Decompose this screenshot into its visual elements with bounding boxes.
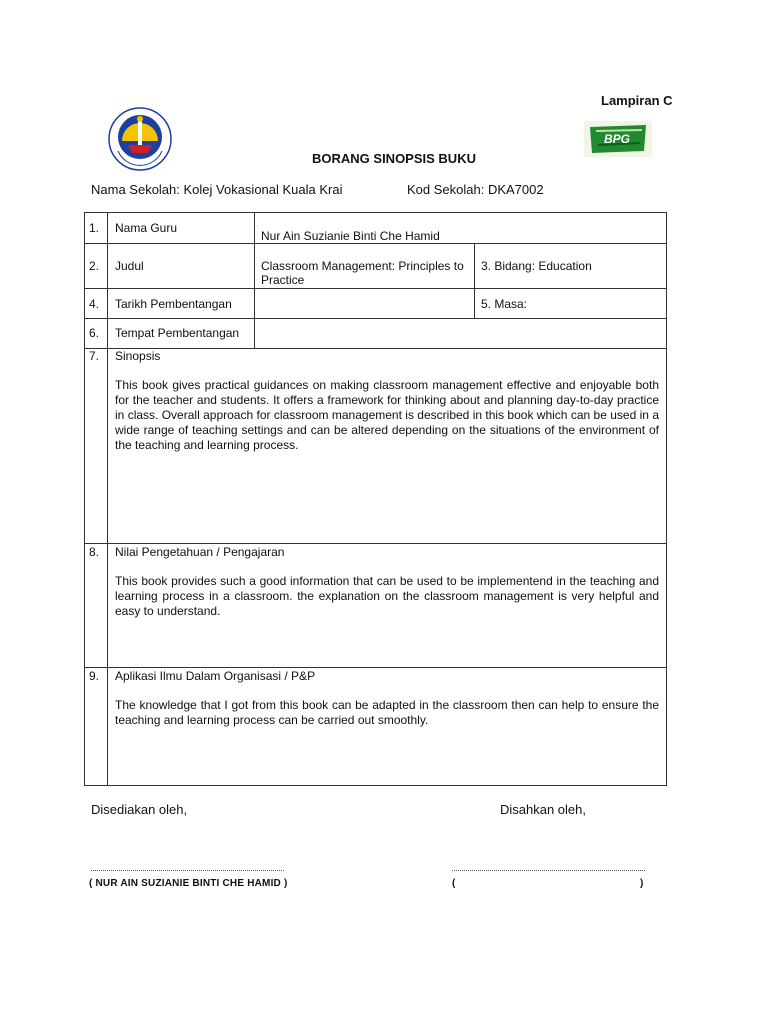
bpg-logo-text: BPG — [604, 132, 631, 146]
row-divider — [84, 348, 667, 349]
synopsis-label: Sinopsis — [115, 349, 161, 363]
teacher-name-label: Nama Guru — [115, 221, 178, 235]
column-divider — [107, 212, 108, 786]
signature-line — [91, 870, 284, 871]
row-divider — [84, 243, 667, 244]
column-divider — [474, 243, 475, 319]
verified-by-label: Disahkan oleh, — [500, 802, 586, 817]
school-code: Kod Sekolah: DKA7002 — [407, 182, 544, 197]
synopsis-text: This book gives practical guidances on making classroom management effective and enjoyable both for the teacher and students. It offers a framework for thinking about and planning day-to-day practice in class. Overall approach for classroom management is described in this book which can be used in a wide range of teaching settings and can be altered depending on the situations of the environment of the teaching and learning process. — [115, 378, 659, 452]
knowledge-value-text: This book provides such a good information that can be used to be implementend in the teaching and learning process in a classroom. the explanation on the classroom management is very helpful and easy to understand. — [115, 574, 659, 618]
column-divider — [254, 212, 255, 349]
row-divider — [84, 667, 667, 668]
book-title-value: Classroom Management: Principles to Practice — [261, 259, 464, 287]
row-number: 7. — [89, 349, 100, 363]
row-number: 6. — [89, 326, 100, 340]
attachment-label: Lampiran C — [601, 93, 673, 108]
verified-name-close: ) — [640, 878, 644, 889]
application-label: Aplikasi Ilmu Dalam Organisasi / P&P — [115, 669, 316, 683]
row-divider — [84, 288, 667, 289]
prepared-name: ( NUR AIN SUZIANIE BINTI CHE HAMID ) — [89, 878, 288, 889]
row-number: 8. — [89, 545, 100, 559]
signature-line — [452, 870, 645, 871]
presentation-venue-label: Tempat Pembentangan — [115, 326, 240, 340]
row-number: 9. — [89, 669, 100, 683]
row-divider — [84, 318, 667, 319]
teacher-name-value: Nur Ain Suzianie Binti Che Hamid — [261, 229, 440, 243]
knowledge-value-label: Nilai Pengetahuan / Pengajaran — [115, 545, 285, 559]
prepared-by-label: Disediakan oleh, — [91, 802, 188, 817]
row-divider — [84, 543, 667, 544]
verified-name-open: ( — [452, 878, 456, 889]
row-number: 2. — [89, 259, 100, 273]
time-label: 5. Masa: — [481, 297, 528, 311]
field-label: 3. Bidang: Education — [481, 259, 592, 273]
form-title: BORANG SINOPSIS BUKU — [312, 151, 476, 166]
presentation-date-label: Tarikh Pembentangan — [115, 297, 232, 311]
book-title-label: Judul — [115, 259, 144, 273]
school-name: Nama Sekolah: Kolej Vokasional Kuala Krai — [91, 182, 343, 197]
row-number: 1. — [89, 221, 100, 235]
application-text: The knowledge that I got from this book can be adapted in the classroom then can help to ensure the teaching and learning process can be carried out smoothly. — [115, 698, 659, 727]
row-number: 4. — [89, 297, 100, 311]
